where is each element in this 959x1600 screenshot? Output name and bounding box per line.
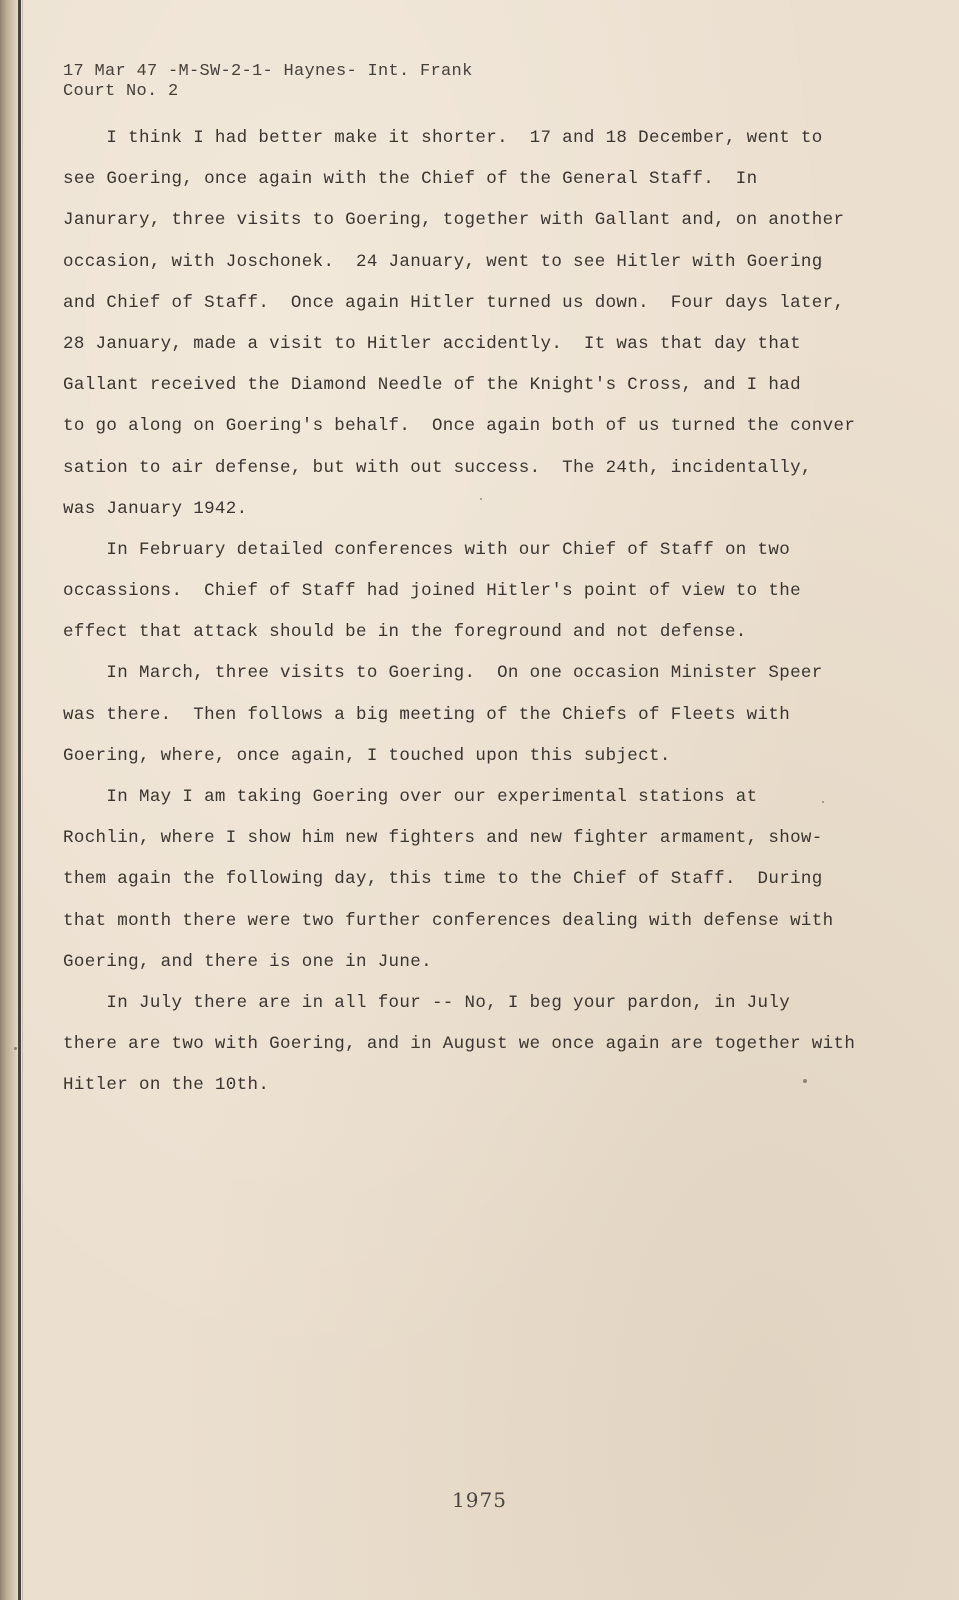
text-line: them again the following day, this time to the Chief of Staff. During: [63, 869, 823, 890]
fold-line: [22, 0, 23, 1600]
text-line: was January 1942.: [63, 498, 248, 519]
text-line: In February detailed conferences with our Chief of Staff on two: [63, 539, 791, 560]
paper-speck: [480, 498, 482, 500]
text-line: Goering, and there is one in June.: [63, 951, 432, 972]
text-line: effect that attack should be in the foreground and not defense.: [63, 622, 747, 643]
text-line: In July there are in all four -- No, I beg your pardon, in July: [63, 992, 791, 1013]
text-line: In March, three visits to Goering. On one occasion Minister Speer: [63, 663, 823, 684]
text-line: occasion, with Joschonek. 24 January, went to see Hitler with Goering: [63, 251, 823, 272]
text-line: Rochlin, where I show him new fighters and new fighter armament, show-: [63, 828, 823, 849]
text-line: was there. Then follows a big meeting of the Chiefs of Fleets with: [63, 704, 791, 725]
paper-speck: [803, 1079, 807, 1083]
text-line: Goering, where, once again, I touched upon this subject.: [63, 745, 671, 766]
text-line: there are two with Goering, and in August we once again are together with: [63, 1034, 856, 1055]
binding-edge: [0, 0, 20, 1600]
text-line: In May I am taking Goering over our experimental stations at: [63, 787, 758, 807]
page-number: 1975: [452, 1488, 507, 1512]
document-header: [63, 62, 473, 102]
text-line: that month there were two further conferences dealing with defense with: [63, 910, 834, 931]
text-line: Hitler on the 10th.: [63, 1075, 270, 1096]
text-line: occassions. Chief of Staff had joined Hitler's point of view to the: [63, 581, 801, 602]
binding-line: [18, 0, 21, 1600]
header-reference: 17 Mar 47 -M-SW-2-1- Haynes- Int. Frank: [63, 62, 473, 81]
text-line: to go along on Goering's behalf. Once again both of us turned the conver: [63, 416, 856, 437]
text-line: sation to air defense, but with out success. The 24th, incidentally,: [63, 457, 812, 478]
paper-speck: [822, 801, 824, 803]
transcript-body: [63, 118, 856, 1107]
text-line: and Chief of Staff. Once again Hitler turned us down. Four days later,: [63, 292, 845, 313]
text-line: 28 January, made a visit to Hitler accidently. It was that day that: [63, 333, 801, 354]
text-line: Gallant received the Diamond Needle of the Knight's Cross, and I had: [63, 375, 801, 396]
text-line: see Goering, once again with the Chief of the General Staff. In: [63, 169, 758, 190]
text-line: Janurary, three visits to Goering, together with Gallant and, on another: [63, 210, 845, 231]
header-court: Court No. 2: [63, 82, 179, 101]
text-line: I think I had better make it shorter. 17 and 18 December, went to: [63, 128, 823, 148]
paper-speck: [14, 1047, 17, 1050]
